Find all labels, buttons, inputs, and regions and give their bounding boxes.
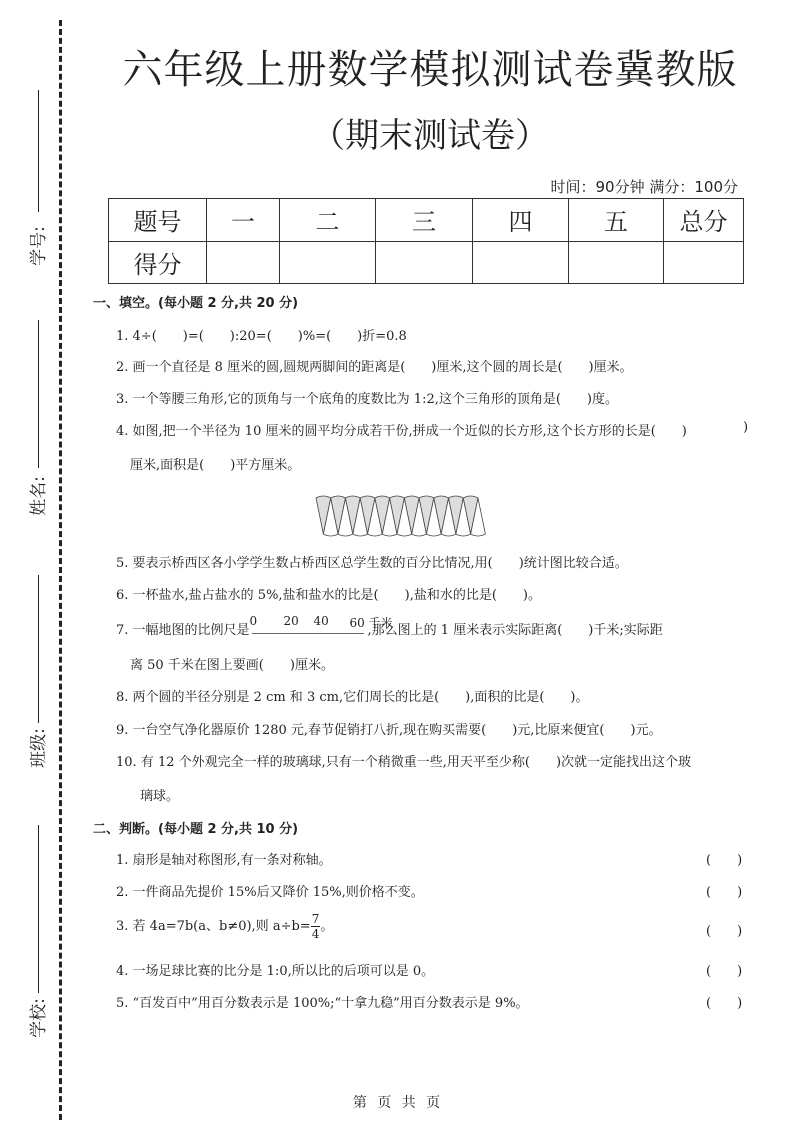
question: 9. 一台空气净化器原价 1280 元,春节促销打八折,现在购买需要( )元,比原来便宜( )元。 [116,723,662,738]
score-cell[interactable] [207,241,280,284]
question [116,912,333,941]
question: 8. 两个圆的半径分别是 2 cm 和 3 cm,它们周长的比是( ),面积的比是( )。 [116,690,589,705]
question: 2. 一件商品先提价 15%后又降价 15%,则价格不变。 [116,885,424,900]
header-cell: 三 [376,199,473,242]
denominator: 4 [311,927,320,941]
page-footer: 第 页 共 页 [352,1095,441,1111]
class-label: 班级: [29,728,49,768]
question: 5. 要表示桥西区各小学学生数占桥西区总学生数的百分比情况,用( )统计图比较合适。 [116,556,628,571]
question: 3. 一个等腰三角形,它的顶角与一个底角的度数比为 1:2,这个三角形的顶角是( )度。 [116,392,618,407]
circle-to-rectangle-figure [312,494,486,538]
student-id-line[interactable] [38,90,39,212]
time-info: 时间：90分钟 满分：100分 [550,178,738,196]
header-cell: 总分 [664,199,744,242]
paren-close: ) [743,420,749,435]
question: 6. 一杯盐水,盐占盐水的 5%,盐和盐水的比是( ),盐和水的比是( )。 [116,588,541,603]
binding-dashed-line [59,20,62,1120]
question: 1. 扇形是轴对称图形,有一条对称轴。 [116,853,332,868]
score-row [109,241,744,284]
student-id-label: 学号: [29,226,49,266]
answer-paren[interactable]: ( ) [706,964,743,979]
question-text: 3. 若 4a=7b(a、b≠0),则 a÷b= [116,919,311,934]
question [116,614,663,638]
answer-paren[interactable]: ( ) [706,996,743,1011]
score-cell[interactable] [569,241,664,284]
question-text: ,那么图上的 1 厘米表示实际距离( )千米;实际距 [367,623,663,638]
scale-bar [249,614,393,636]
question-continued: 厘米,面积是( )平方厘米。 [130,458,301,473]
header-cell: 题号 [109,199,207,242]
fraction [311,912,321,941]
question: 2. 画一个直径是 8 厘米的圆,圆规两脚间的距离是( )厘米,这个圆的周长是( )厘米。 [116,360,633,375]
answer-paren[interactable]: ( ) [706,885,743,900]
question-continued: 离 50 千米在图上要画( )厘米。 [130,658,334,673]
section2-title: 二、判断。(每小题 2 分,共 10 分) [93,822,299,837]
scale-tick-label: 40 [313,614,329,628]
question: 1. 4÷( )=( ):20=( )%=( )折=0.8 [116,329,407,344]
header-cell: 二 [280,199,376,242]
name-label: 姓名: [29,476,49,516]
score-cell[interactable] [280,241,376,284]
scale-tick-label: 0 [249,614,258,628]
question-text: 7. 一幅地图的比例尺是 [116,623,250,638]
answer-paren[interactable]: ( ) [706,853,743,868]
page-title: 六年级上册数学模拟测试卷冀教版 [122,47,738,93]
score-cell[interactable] [473,241,569,284]
score-cell[interactable] [664,241,744,284]
school-label: 学校: [29,998,49,1038]
section1-title: 一、填空。(每小题 2 分,共 20 分) [93,296,299,311]
scale-tick-label: 20 [283,614,299,628]
answer-paren[interactable]: ( ) [706,924,743,939]
score-header-row [109,199,744,242]
score-table [108,198,744,284]
question-text: 。 [320,919,334,934]
school-line[interactable] [38,825,39,993]
numerator: 7 [311,912,320,926]
question: 4. 一场足球比赛的比分是 1:0,所以比的后项可以是 0。 [116,964,435,979]
score-row-label: 得分 [109,241,207,284]
header-cell: 一 [207,199,280,242]
header-cell: 四 [473,199,569,242]
name-line[interactable] [38,320,39,468]
question-continued: 璃球。 [140,789,180,804]
question: 4. 如图,把一个半径为 10 厘米的圆平均分成若干份,拼成一个近似的长方形,这个长方形的长是( ) [116,424,687,439]
question: 5. “百发百中”用百分数表示是 100%;“十拿九稳”用百分数表示是 9%。 [116,996,529,1011]
scale-tick-label: 60 千米 [349,616,393,630]
page-subtitle: （期末测试卷） [311,116,549,156]
question: 10. 有 12 个外观完全一样的玻璃球,只有一个稍微重一些,用天平至少称( )次就一定能找出这个玻 [116,755,692,770]
header-cell: 五 [569,199,664,242]
score-cell[interactable] [376,241,473,284]
class-line[interactable] [38,575,39,723]
